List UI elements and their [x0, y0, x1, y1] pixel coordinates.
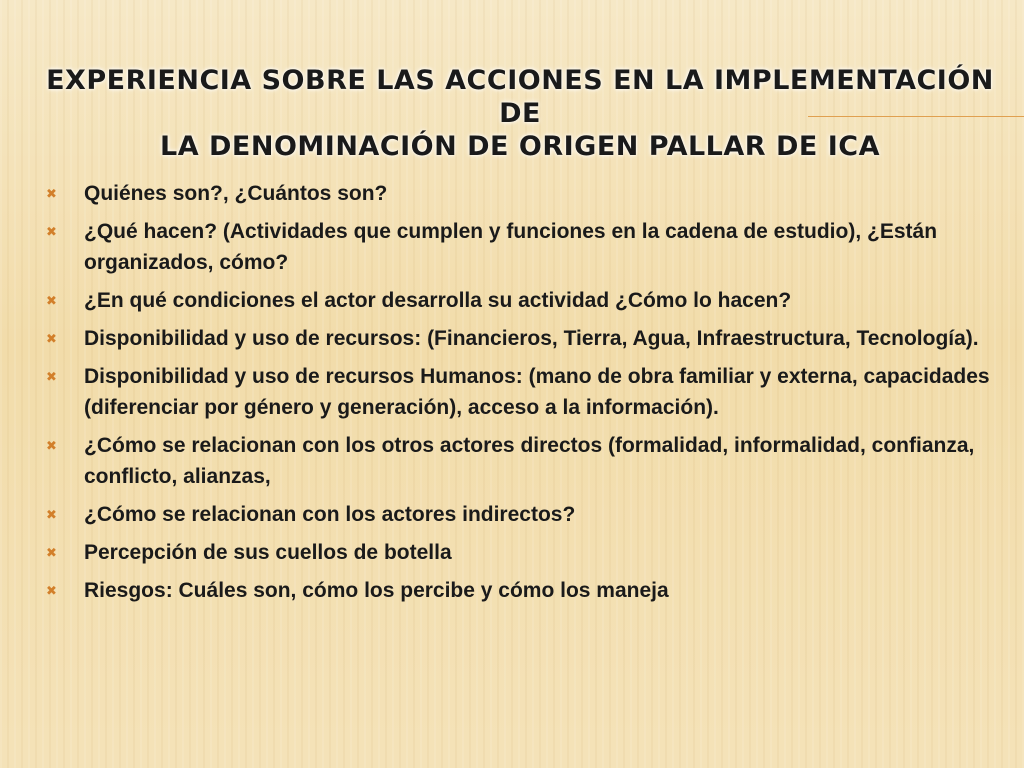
- x-mark-icon: ✖: [46, 186, 57, 201]
- bullet-text: Disponibilidad y uso de recursos: (Financieros, Tierra, Agua, Infraestructura, Tecnología).: [84, 327, 979, 350]
- bullet-item: [46, 430, 996, 492]
- bullet-item: [46, 216, 996, 278]
- bullet-text: ¿Qué hacen? (Actividades que cumplen y funciones en la cadena de estudio), ¿Están organizados, cómo?: [84, 220, 938, 274]
- bullet-item: [46, 499, 996, 530]
- slide-title: [40, 64, 1000, 163]
- bullet-text: ¿Cómo se relacionan con los otros actores directos (formalidad, informalidad, confianza, conflicto, alianzas,: [84, 434, 975, 488]
- bullet-text: Percepción de sus cuellos de botella: [84, 541, 452, 564]
- bullet-text: Disponibilidad y uso de recursos Humanos: (mano de obra familiar y externa, capacidades (diferenciar por género y generación), acceso a la información).: [84, 365, 990, 419]
- bullet-list: [46, 178, 996, 613]
- bullet-item: [46, 285, 996, 316]
- x-mark-icon: ✖: [46, 224, 57, 239]
- bullet-item: [46, 537, 996, 568]
- bullet-item: [46, 361, 996, 423]
- bullet-item: [46, 178, 996, 209]
- x-mark-icon: ✖: [46, 293, 57, 308]
- bullet-text: Quiénes son?, ¿Cuántos son?: [84, 182, 388, 205]
- x-mark-icon: ✖: [46, 507, 57, 522]
- slide-title-line-1: EXPERIENCIA SOBRE LAS ACCIONES EN LA IMPLEMENTACIÓN DE: [46, 65, 994, 129]
- x-mark-icon: ✖: [46, 438, 57, 453]
- x-mark-icon: ✖: [46, 369, 57, 384]
- bullet-text: ¿En qué condiciones el actor desarrolla su actividad ¿Cómo lo hacen?: [84, 289, 792, 312]
- bullet-text: ¿Cómo se relacionan con los actores indirectos?: [84, 503, 576, 526]
- bullet-item: [46, 575, 996, 606]
- x-mark-icon: ✖: [46, 583, 57, 598]
- x-mark-icon: ✖: [46, 545, 57, 560]
- bullet-item: [46, 323, 996, 354]
- slide-title-line-2: LA DENOMINACIÓN DE ORIGEN PALLAR DE ICA: [160, 131, 880, 162]
- bullet-text: Riesgos: Cuáles son, cómo los percibe y cómo los maneja: [84, 579, 669, 602]
- x-mark-icon: ✖: [46, 331, 57, 346]
- title-accent-rule: [808, 116, 1024, 117]
